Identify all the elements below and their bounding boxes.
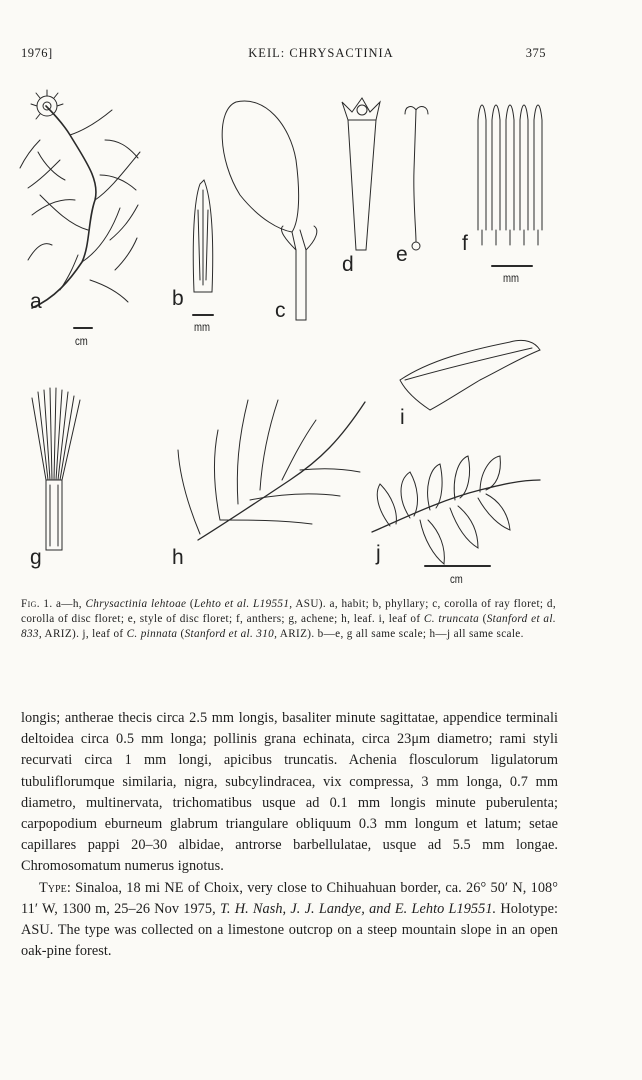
disc-corolla-drawing <box>342 98 380 250</box>
panel-label-f: f <box>462 232 468 255</box>
panel-label-a: a <box>30 290 42 313</box>
scale-label-b: mm <box>194 320 210 334</box>
scale-label-f: mm <box>503 271 519 285</box>
panel-label-c: c <box>275 299 286 322</box>
panel-label-d: d <box>342 253 354 276</box>
type-paragraph: Type: Sinaloa, 18 mi NE of Choix, very close to Chihuahuan border, ca. 26° 50′ N, 108° 11′ W, 1300 m, 25–26 Nov 1975, T. H. Nash, J. J. Landye, and E. Lehto L19551. Holotype: ASU. The type was collected on a limestone outcrop on a steep mountain slope in an open oak-pine forest. <box>21 879 559 960</box>
running-header <box>0 46 642 66</box>
anthers-drawing <box>478 105 542 266</box>
leaf-h-drawing <box>178 400 365 540</box>
running-head-title: KEIL: CHRYSACTINIA <box>248 46 394 60</box>
body-text <box>21 708 558 962</box>
illustration-drawings <box>0 80 642 600</box>
leaf-i-drawing <box>400 340 540 410</box>
scale-label-j: cm <box>450 572 463 586</box>
botanical-figure <box>0 80 642 600</box>
phyllary-drawing <box>193 180 213 315</box>
description-paragraph: longis; antherae thecis circa 2.5 mm longis, basaliter minute sagittatae, appendice terminali deltoidea circa 0.5 mm longa; pollinis grana echinata, circa 23μm diametro; rami styli recurvati circa 1 mm longi, apicibus truncatis. Achenia flosculorum ligulatorum tubuliflorumque similaria, nigra, subcylindracea, vix compressa, 3 mm longa, 0.7 mm diametro, multinervata, trichomatibus usque ad 0.1 mm longis minute puberulenta; carpopodium eburneum glabrum triangulare obliquum 0.3 mm longum et latum; setae capillares pappi 20–30 albidae, antrorse barbellulatae, usque ad 5.5 mm longae. Chromosomatum numerus ignotus. <box>21 710 558 875</box>
leaf-j-drawing <box>372 456 540 566</box>
panel-label-e: e <box>396 243 408 266</box>
panel-label-i: i <box>400 406 405 429</box>
type-label: Type <box>39 879 67 896</box>
volume-year: 1976] <box>21 46 53 60</box>
panel-label-b: b <box>172 287 184 310</box>
scale-label-a: cm <box>75 334 88 348</box>
panel-label-h: h <box>172 546 184 569</box>
achene-drawing <box>32 388 80 550</box>
ray-corolla-drawing <box>222 101 317 320</box>
panel-label-g: g <box>30 546 42 569</box>
page-number: 375 <box>525 46 546 60</box>
figure-caption: Fig. 1. a—h, Chrysactinia lehtoae (Lehto et al. L19551, ASU). a, habit; b, phyllary; c, corolla of ray floret; d, corolla of disc floret; e, style of disc floret; f, anthers; g, achene; h, leaf. i, leaf of C. truncata (Stanford et al. 833, ARIZ). j, leaf of C. pinnata (Stanford et al. 310, ARIZ). b—e, g all same scale; h—j all same scale. <box>21 598 556 640</box>
style-drawing <box>405 107 428 250</box>
panel-label-j: j <box>376 542 381 565</box>
